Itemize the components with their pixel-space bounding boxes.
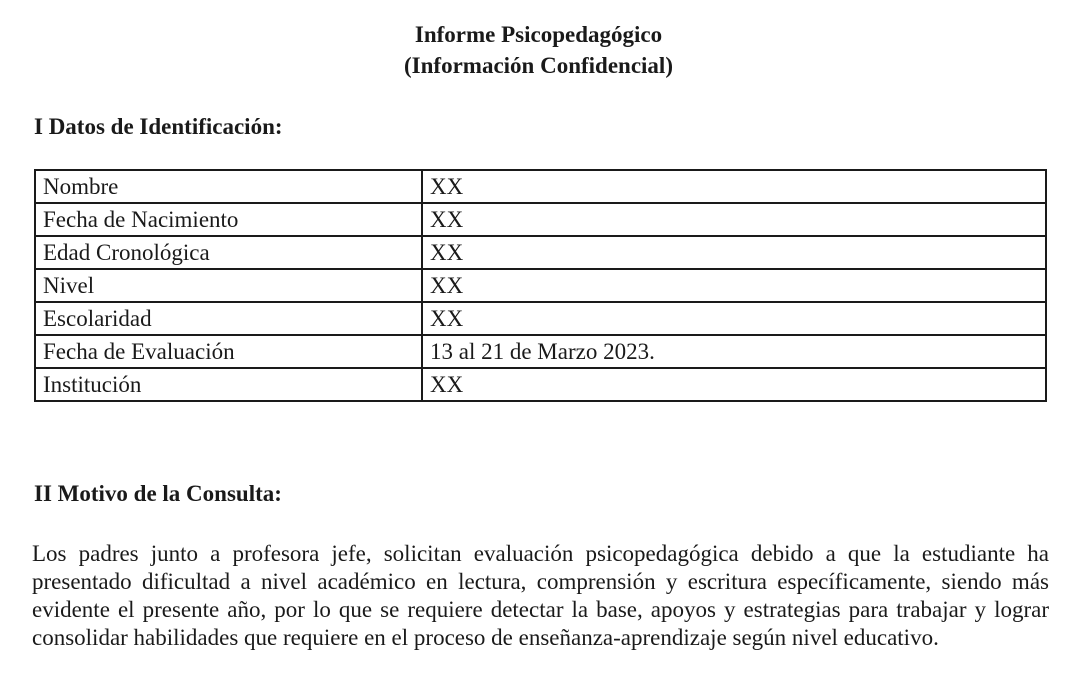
table-row bbox=[35, 302, 1046, 335]
title-line-2: (Información Confidencial) bbox=[404, 53, 673, 78]
row-value: 13 al 21 de Marzo 2023. bbox=[422, 335, 1046, 368]
row-label: Institución bbox=[35, 368, 422, 401]
row-value: XX bbox=[422, 203, 1046, 236]
table-row bbox=[35, 269, 1046, 302]
row-label: Fecha de Evaluación bbox=[35, 335, 422, 368]
section-heading-consultation-reason: II Motivo de la Consulta: bbox=[34, 481, 282, 506]
row-value: XX bbox=[422, 170, 1046, 203]
table-row bbox=[35, 335, 1046, 368]
table-row bbox=[35, 203, 1046, 236]
row-label: Nombre bbox=[35, 170, 422, 203]
table-row bbox=[35, 170, 1046, 203]
title-line-1: Informe Psicopedagógico bbox=[414, 22, 663, 47]
row-label: Nivel bbox=[35, 269, 422, 302]
identification-table bbox=[34, 169, 1047, 402]
row-value: XX bbox=[422, 269, 1046, 302]
table-row bbox=[35, 236, 1046, 269]
row-label: Escolaridad bbox=[35, 302, 422, 335]
consultation-reason-paragraph: Los padres junto a profesora jefe, solicitan evaluación psicopedagógica debido a que la estudiante ha presentado dificultad a nivel académico en lectura, comprensión y escritura específicamente, siendo más evidente el presente año, por lo que se requiere detectar la base, apoyos y estrategias para trabajar y lograr consolidar habilidades que requiere en el proceso de enseñanza-aprendizaje según nivel educativo. bbox=[32, 541, 1049, 650]
row-label: Edad Cronológica bbox=[35, 236, 422, 269]
row-value: XX bbox=[422, 302, 1046, 335]
row-value: XX bbox=[422, 236, 1046, 269]
row-label: Fecha de Nacimiento bbox=[35, 203, 422, 236]
table-row bbox=[35, 368, 1046, 401]
row-value: XX bbox=[422, 368, 1046, 401]
document-title bbox=[0, 19, 1077, 81]
section-heading-identification: I Datos de Identificación: bbox=[34, 114, 283, 139]
